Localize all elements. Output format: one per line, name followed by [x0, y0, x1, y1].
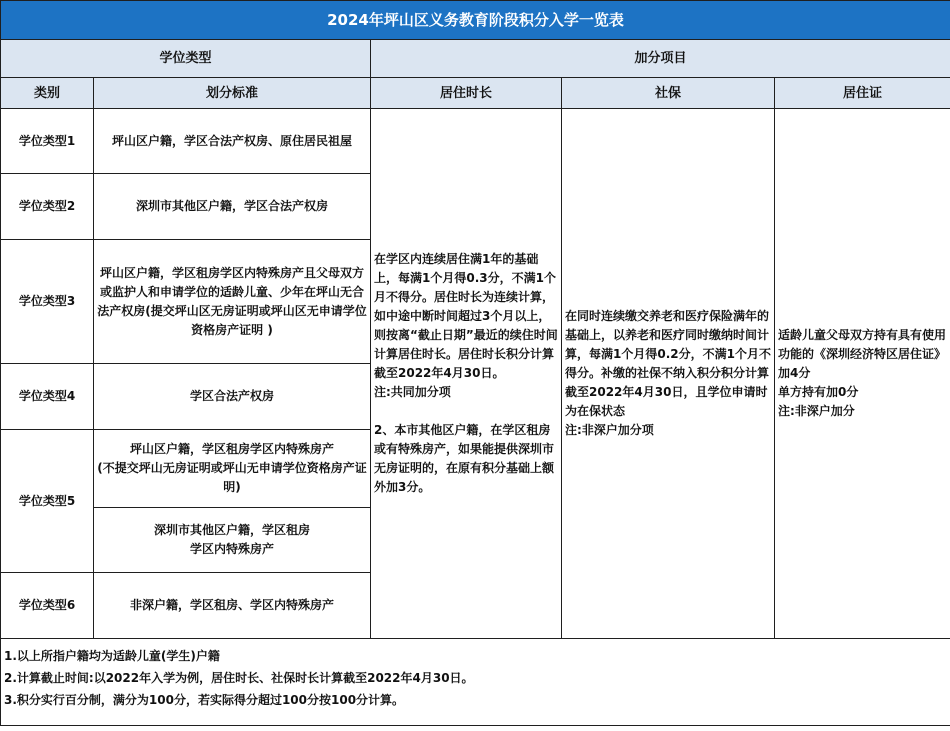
social-security-note: 注:非深户加分项: [565, 423, 654, 437]
table-title: 2024年坪山区义务教育阶段积分入学一览表: [1, 1, 950, 40]
residence-time-rule: 在学区内连续居住满1年的基础上，每满1个月得0.3分，不满1个月不得分。居住时长为连续计算，如中途中断时间超过3个月以上，则按离“截止日期”最近的续住时间计算居住时长。居住时长积分计算截至2022年4月30日。: [374, 252, 558, 380]
header-category: 类别: [1, 78, 94, 109]
criteria-line1: 深圳市其他区户籍，学区租房: [153, 523, 310, 537]
residence-permit-cell: [775, 109, 950, 639]
degree-type-cell: 学位类型2: [1, 174, 94, 240]
residence-time-cell: [371, 109, 562, 639]
criteria-cell: 坪山区户籍，学区合法产权房、原住居民祖屋: [94, 109, 371, 174]
criteria-cell: [94, 430, 371, 508]
residence-permit-single: 单方持有加0分: [778, 385, 859, 399]
criteria-note: (不提交坪山无房证明或坪山无申请学位资格房产证明): [97, 461, 367, 494]
header-residence-permit: 居住证: [775, 78, 950, 109]
header-social-security: 社保: [562, 78, 775, 109]
degree-type-cell: 学位类型4: [1, 364, 94, 430]
footnotes: [1, 639, 950, 726]
residence-permit-rule: 适龄儿童父母双方持有具有使用功能的《深圳经济特区居住证》加4分: [778, 328, 947, 380]
criteria-cell: [94, 508, 371, 573]
footnote-1: 1.以上所指户籍均为适龄儿童(学生)户籍: [4, 649, 220, 663]
header-criteria: 划分标准: [94, 78, 371, 109]
criteria-main: 坪山区户籍，学区租房学区内特殊房产: [129, 442, 334, 456]
table-row: [1, 109, 950, 174]
criteria-cell: 深圳市其他区户籍，学区合法产权房: [94, 174, 371, 240]
degree-type-cell: 学位类型5: [1, 430, 94, 573]
header-residence-time: 居住时长: [371, 78, 562, 109]
footnote-3: 3.积分实行百分制，满分为100分，若实际得分超过100分按100分计算。: [4, 693, 405, 707]
social-security-rule: 在同时连续缴交养老和医疗保险满年的基础上，以养老和医疗同时缴纳时间计算，每满1个月得0.2分，不满1个月不得分。补缴的社保不纳入积分积分计算截至2022年4月30日，且学位申请时为在保状态: [565, 309, 771, 418]
degree-type-cell: 学位类型3: [1, 240, 94, 364]
residence-permit-note: 注:非深户加分: [778, 404, 855, 418]
criteria-cell: 非深户籍，学区租房、学区内特殊房产: [94, 573, 371, 639]
social-security-cell: [562, 109, 775, 639]
criteria-cell: 学区合法产权房: [94, 364, 371, 430]
criteria-cell: 坪山区户籍，学区租房学区内特殊房产且父母双方或监护人和申请学位的适龄儿童、少年在坪山无合法产权房(提交坪山区无房证明或坪山区无申请学位资格房产证明 ): [94, 240, 371, 364]
degree-type-cell: 学位类型1: [1, 109, 94, 174]
footnote-2: 2.计算截止时间:以2022年入学为例，居住时长、社保时长计算截至2022年4月30日。: [4, 671, 474, 685]
residence-time-extra-rule: 2、本市其他区户籍，在学区租房或有特殊房产，如果能提供深圳市无房证明的，在原有积分基础上额外加3分。: [374, 423, 555, 494]
header-degree-type: 学位类型: [1, 40, 371, 78]
degree-type-cell: 学位类型6: [1, 573, 94, 639]
residence-time-note: 注:共同加分项: [374, 385, 451, 399]
header-bonus-items: 加分项目: [371, 40, 950, 78]
criteria-line2: 学区内特殊房产: [189, 542, 274, 556]
